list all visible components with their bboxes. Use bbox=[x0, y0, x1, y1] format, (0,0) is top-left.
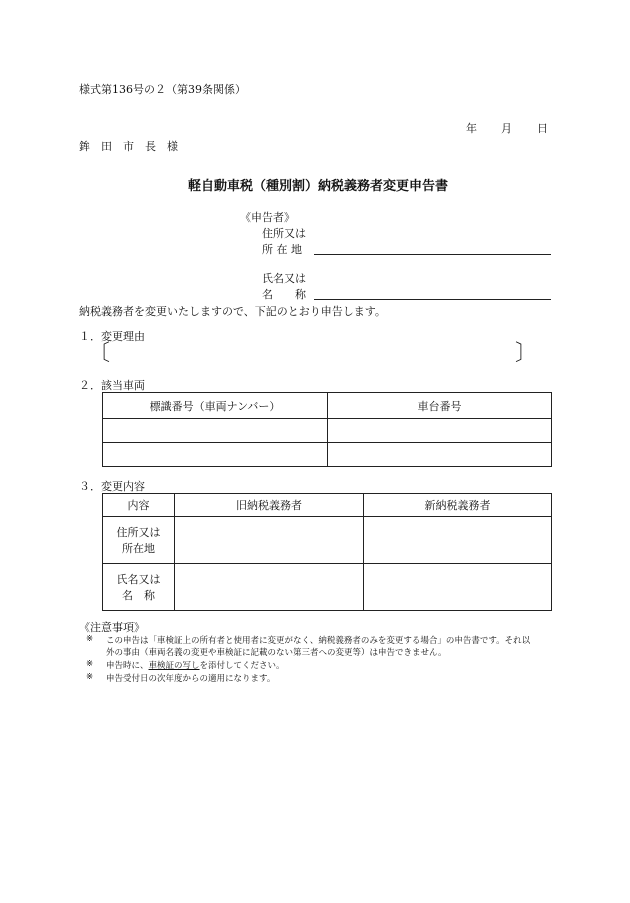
date-month-label: 月 bbox=[501, 122, 512, 135]
form-title: 軽自動車税（種別割）納税義務者変更申告書 bbox=[188, 179, 449, 194]
note-3: 申告受付日の次年度からの適用になります。 bbox=[106, 674, 276, 684]
section1-heading: １．変更理由 bbox=[79, 330, 145, 343]
intro-text: 納税義務者を変更いたしますので、下記のとおり申告します。 bbox=[79, 305, 386, 318]
date-year-label: 年 bbox=[466, 122, 477, 135]
address-field[interactable] bbox=[314, 254, 551, 255]
column-new-taxpayer: 新納税義務者 bbox=[364, 494, 552, 517]
reason-field[interactable] bbox=[112, 344, 512, 366]
note-2-post: を添付してください。 bbox=[199, 661, 285, 671]
bracket-close: 〕 bbox=[515, 341, 538, 366]
address-label-2: 所 在 地 bbox=[262, 243, 302, 256]
form-number: 様式第136号の２（第39条関係） bbox=[79, 83, 246, 96]
row-label-address-1: 住所又は bbox=[116, 526, 161, 539]
row-label-address bbox=[103, 517, 175, 564]
addressee: 鉾 田 市 長 様 bbox=[79, 140, 178, 153]
old-name-cell[interactable] bbox=[175, 564, 364, 611]
plate-number-cell[interactable] bbox=[103, 419, 328, 443]
date-day-label: 日 bbox=[537, 122, 548, 135]
row-label-address-2: 所在地 bbox=[122, 542, 155, 555]
column-content: 内容 bbox=[103, 494, 175, 517]
vehicle-table bbox=[102, 392, 552, 467]
note-1-mark: ※ bbox=[86, 634, 94, 644]
new-address-cell[interactable] bbox=[364, 517, 552, 564]
row-label-name-1: 氏名又は bbox=[116, 573, 161, 586]
chassis-number-cell[interactable] bbox=[328, 419, 552, 443]
column-old-taxpayer: 旧納税義務者 bbox=[175, 494, 364, 517]
notes-heading: 《注意事項》 bbox=[79, 621, 145, 634]
name-label-1: 氏名又は bbox=[262, 272, 306, 285]
name-label-2: 名 称 bbox=[262, 288, 306, 301]
row-label-name bbox=[103, 564, 175, 611]
declarant-heading: 《申告者》 bbox=[240, 211, 295, 224]
row-label-name-2: 名 称 bbox=[122, 589, 155, 602]
chassis-number-cell[interactable] bbox=[328, 443, 552, 467]
note-1-line-1: この申告は「車検証上の所有者と使用者に変更がなく、納税義務者のみを変更する場合」の申告書です。それ以 bbox=[106, 636, 531, 646]
bracket-open: 〔 bbox=[88, 341, 111, 366]
name-field[interactable] bbox=[314, 299, 551, 300]
note-2-underlined: 車検証の写し bbox=[148, 661, 200, 671]
note-2-pre: 申告時に、 bbox=[106, 661, 149, 671]
column-chassis-number: 車台番号 bbox=[328, 393, 552, 419]
old-address-cell[interactable] bbox=[175, 517, 364, 564]
new-name-cell[interactable] bbox=[364, 564, 552, 611]
note-3-mark: ※ bbox=[86, 672, 94, 682]
note-2-mark: ※ bbox=[86, 659, 94, 669]
address-label-1: 住所又は bbox=[262, 227, 306, 240]
change-table bbox=[102, 493, 552, 611]
section2-heading: ２．該当車両 bbox=[79, 379, 145, 392]
column-plate-number: 標識番号（車両ナンバー） bbox=[103, 393, 328, 419]
note-1-line-2: 外の事由（車両名義の変更や車検証に記載のない第三者への変更等）は申告できません。 bbox=[106, 648, 447, 658]
section3-heading: ３．変更内容 bbox=[79, 480, 145, 493]
plate-number-cell[interactable] bbox=[103, 443, 328, 467]
note-2 bbox=[106, 659, 285, 671]
